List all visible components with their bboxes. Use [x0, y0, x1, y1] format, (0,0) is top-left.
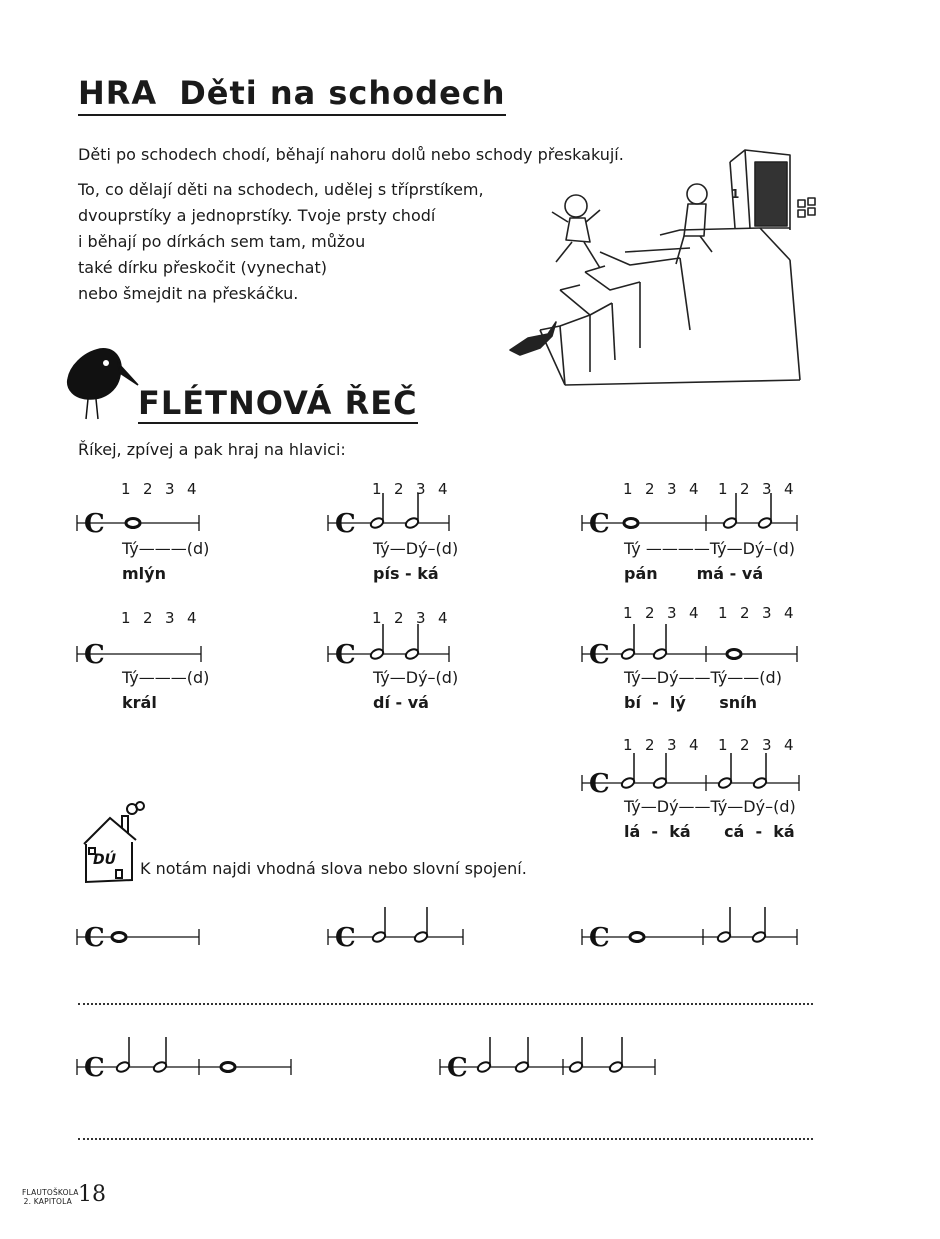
beat-number: 2	[740, 736, 750, 754]
intro-line-1: Děti po schodech chodí, běhají nahoru dolů nebo schody přeskakují.	[78, 145, 624, 164]
beat-number: 4	[784, 480, 794, 498]
exercise-4-syllables: Tý———(d)	[122, 668, 210, 687]
homework-badge: DÚ	[93, 852, 116, 868]
beat-number: 1	[623, 480, 633, 498]
common-time-clef: C	[84, 923, 105, 953]
whole-note	[221, 1063, 235, 1072]
whole-note	[112, 933, 126, 942]
beat-number: 2	[740, 480, 750, 498]
beat-number: 1	[623, 736, 633, 754]
common-time-clef: C	[84, 509, 105, 539]
common-time-clef: C	[335, 640, 356, 670]
door-number: 1	[731, 187, 740, 201]
exercise-7-words: lá - ká cá - ká	[624, 822, 795, 841]
beat-number: 4	[689, 604, 699, 622]
common-time-clef: C	[589, 923, 610, 953]
beat-number: 4	[187, 480, 197, 498]
beat-number: 4	[784, 736, 794, 754]
common-time-clef: C	[335, 923, 356, 953]
exercise-4-words: král	[122, 693, 157, 712]
beat-number: 1	[121, 480, 131, 498]
beat-number: 3	[667, 604, 677, 622]
beat-number: 4	[784, 604, 794, 622]
exercise-6-words: bí - lý sníh	[624, 693, 757, 712]
whole-note	[624, 519, 638, 528]
section-instruction: Říkej, zpívej a pak hraj na hlavici:	[78, 440, 346, 459]
beat-number: 2	[143, 609, 153, 627]
beat-number: 1	[121, 609, 131, 627]
whole-note	[630, 933, 644, 942]
answer-line-1[interactable]	[78, 1003, 813, 1005]
common-time-clef: C	[589, 509, 610, 539]
beat-number: 1	[718, 604, 728, 622]
beat-number: 3	[667, 736, 677, 754]
beat-number: 4	[689, 736, 699, 754]
beat-number: 2	[143, 480, 153, 498]
beat-number: 3	[165, 480, 175, 498]
beat-number: 4	[438, 480, 448, 498]
exercise-5-words: dí - vá	[373, 693, 429, 712]
exercise-6-syllables: Tý—Dý——Tý——(d)	[624, 668, 782, 687]
page-number: 18	[78, 1182, 106, 1207]
beat-number: 2	[645, 604, 655, 622]
footer-book-info	[22, 1188, 79, 1206]
beat-number: 2	[394, 609, 404, 627]
exercise-2-syllables: Tý—Dý–(d)	[373, 539, 459, 558]
beat-number: 3	[667, 480, 677, 498]
common-time-clef: C	[84, 1053, 105, 1083]
exercise-1-words: mlýn	[122, 564, 166, 583]
beat-number: 3	[762, 480, 772, 498]
beat-number: 1	[623, 604, 633, 622]
beat-number: 1	[718, 736, 728, 754]
intro-line: dvouprstíky a jednoprstíky. Tvoje prsty chodí	[78, 206, 436, 225]
common-time-clef: C	[84, 640, 105, 670]
intro-line: nebo šmejdit na přeskáčku.	[78, 284, 299, 303]
beat-number: 4	[438, 609, 448, 627]
common-time-clef: C	[447, 1053, 468, 1083]
whole-note	[126, 519, 140, 528]
homework-text: K notám najdi vhodná slova nebo slovní spojení.	[140, 859, 527, 878]
exercise-3-syllables: Tý ————Tý—Dý–(d)	[624, 539, 796, 558]
beat-number: 3	[416, 480, 426, 498]
answer-line-2[interactable]	[78, 1138, 813, 1140]
common-time-clef: C	[589, 640, 610, 670]
exercise-5-syllables: Tý—Dý–(d)	[373, 668, 459, 687]
exercise-7-syllables: Tý—Dý——Tý—Dý–(d)	[624, 797, 796, 816]
beat-number: 1	[372, 480, 382, 498]
beat-number: 3	[762, 604, 772, 622]
beat-number: 2	[740, 604, 750, 622]
intro-line: i běhají po dírkách sem tam, můžou	[78, 232, 366, 251]
footer-book: FLAUTOŠKOLA	[22, 1188, 79, 1197]
whole-note	[727, 650, 741, 659]
beat-number: 2	[645, 736, 655, 754]
intro-line: také dírku přeskočit (vynechat)	[78, 258, 327, 277]
beat-number: 2	[394, 480, 404, 498]
intro-line: To, co dělají děti na schodech, udělej s tříprstíkem,	[78, 180, 484, 199]
footer-chapter: 2. KAPITOLA	[23, 1197, 72, 1206]
title-prefix: HRA	[78, 74, 158, 112]
beat-number: 3	[416, 609, 426, 627]
exercise-3-words: pán má - vá	[624, 564, 764, 583]
beat-number: 4	[187, 609, 197, 627]
exercise-1-syllables: Tý———(d)	[122, 539, 210, 558]
common-time-clef: C	[589, 769, 610, 799]
beat-number: 3	[165, 609, 175, 627]
beat-number: 2	[645, 480, 655, 498]
common-time-clef: C	[335, 509, 356, 539]
beat-number: 4	[689, 480, 699, 498]
section-heading: FLÉTNOVÁ ŘEČ	[138, 384, 418, 422]
exercise-2-words: pís - ká	[373, 564, 439, 583]
beat-number: 3	[762, 736, 772, 754]
beat-number: 1	[372, 609, 382, 627]
beat-number: 1	[718, 480, 728, 498]
title-text: Děti na schodech	[179, 74, 506, 112]
